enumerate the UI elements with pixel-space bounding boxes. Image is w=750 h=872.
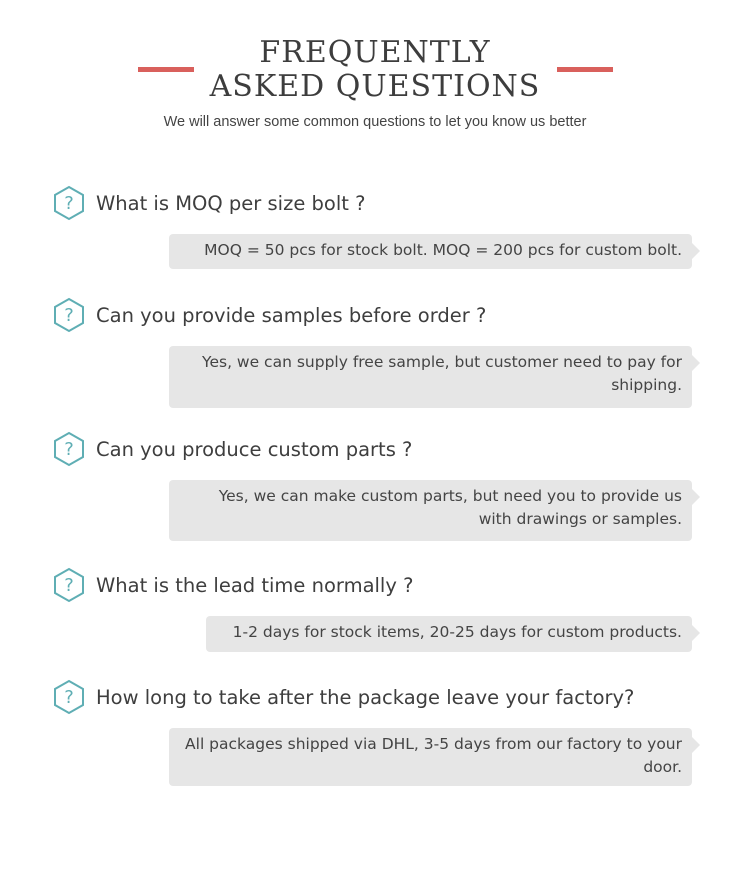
faq-header [0,0,750,150]
faq-answer: Yes, we can make custom parts, but need you to provide us with drawings or samples. [169,480,692,541]
faq-question: What is the lead time normally ? [96,573,414,597]
faq-question-row [52,431,412,467]
faq-question: What is MOQ per size bolt ? [96,191,366,215]
question-hexagon-icon [52,185,86,221]
question-hexagon-icon [52,297,86,333]
question-hexagon-icon [52,679,86,715]
faq-question-row [52,679,634,715]
faq-answer: All packages shipped via DHL, 3-5 days from our factory to your door. [169,728,692,786]
page-title [0,36,750,104]
faq-answer: 1-2 days for stock items, 20-25 days for custom products. [206,616,692,652]
title-line-2: ASKED QUESTIONS [209,69,541,104]
faq-question-row [52,297,486,333]
faq-question: Can you produce custom parts ? [96,437,413,461]
svg-text:?: ? [64,575,74,596]
faq-question: How long to take after the package leave your factory? [96,685,635,709]
faq-answer: MOQ = 50 pcs for stock bolt. MOQ = 200 pcs for custom bolt. [169,234,692,269]
faq-question: Can you provide samples before order ? [96,303,487,327]
faq-question-row [52,567,413,603]
title-line-1: FREQUENTLY [259,35,491,70]
decorative-line-right [557,67,613,72]
page-subtitle: We will answer some common questions to let you know us better [163,114,587,130]
faq-question-row [52,185,365,221]
svg-text:?: ? [64,687,74,708]
svg-text:?: ? [64,439,74,460]
svg-text:?: ? [64,193,74,214]
faq-answer: Yes, we can supply free sample, but customer need to pay for shipping. [169,346,692,408]
question-hexagon-icon [52,431,86,467]
svg-text:?: ? [64,305,74,326]
question-hexagon-icon [52,567,86,603]
